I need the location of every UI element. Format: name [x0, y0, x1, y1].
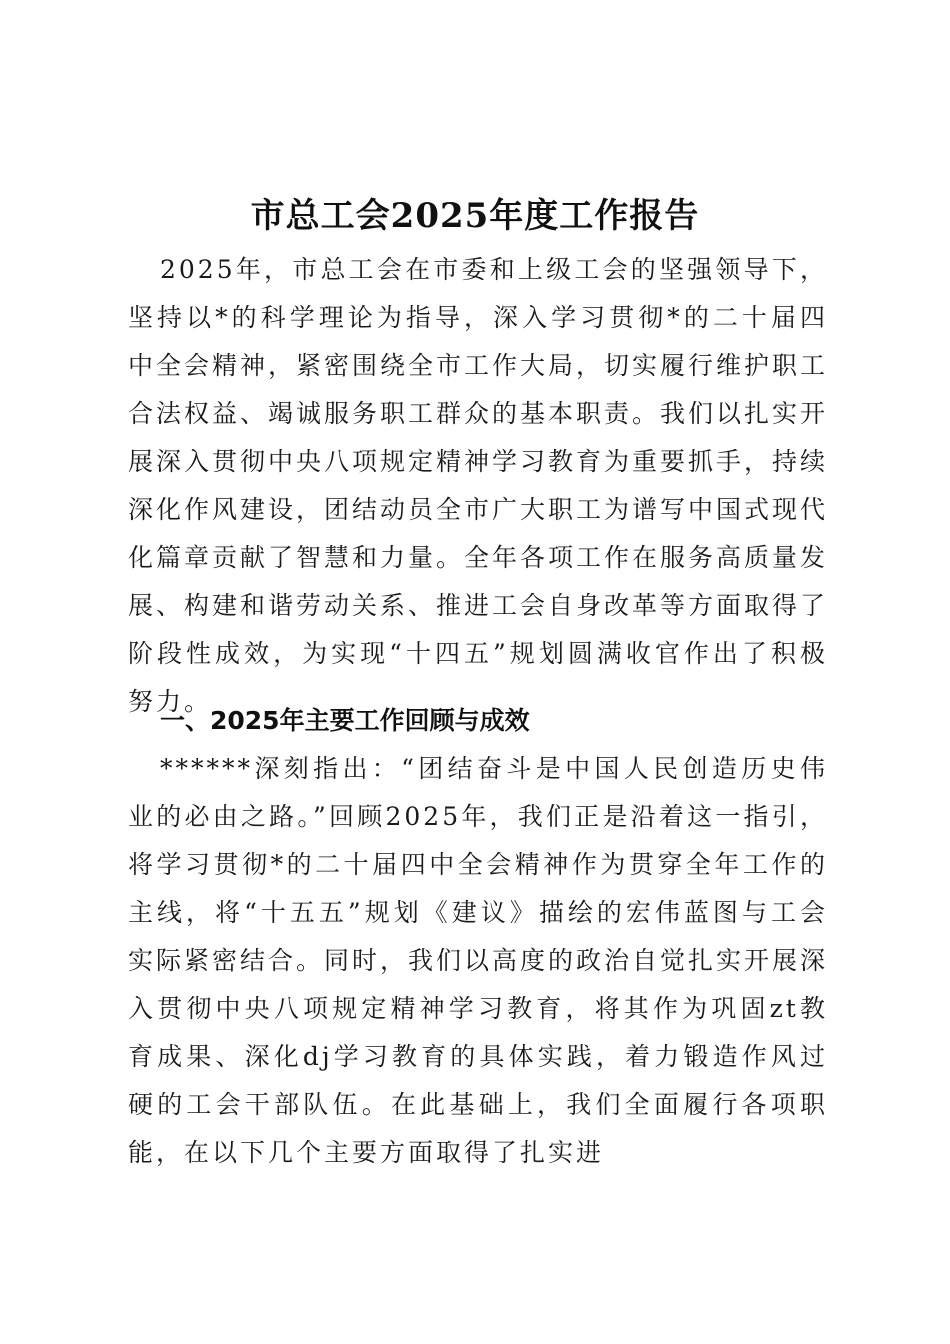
paragraph-review: ******深刻指出：“团结奋斗是中国人民创造历史伟业的必由之路。”回顾2025年，我们正是沿着这一指引，将学习贯彻*的二十届四中全会精神作为贯穿全年工作的主线，将“十五五”规划《建议》描绘的宏伟蓝图与工会实际紧密结合。同时，我们以高度的政治自觉扎实开展深入贯彻中央八项规定精神学习教育，将其作为巩固zt教育成果、深化dj学习教育的具体实践，着力锻造作风过硬的工会干部队伍。在此基础上，我们全面履行各项职能，在以下几个主要方面取得了扎实进 — [128, 754, 829, 1167]
section-heading: 一、2025年主要工作回顾与成效 — [160, 706, 530, 735]
document-title: 市总工会2025年度工作报告 — [250, 195, 700, 236]
paragraph-intro: 2025年，市总工会在市委和上级工会的坚强领导下，坚持以*的科学理论为指导，深入学习贯彻*的二十届四中全会精神，紧密围绕全市工作大局，切实履行维护职工合法权益、竭诚服务职工群众的基本职责。我们以扎实开展深入贯彻中央八项规定精神学习教育为重要抓手，持续深化作风建设，团结动员全市广大职工为谱写中国式现代化篇章贡献了智慧和力量。全年各项工作在服务高质量发展、构建和谐劳动关系、推进工会自身改革等方面取得了阶段性成效，为实现“十四五”规划圆满收官作出了积极努力。 — [128, 255, 829, 716]
